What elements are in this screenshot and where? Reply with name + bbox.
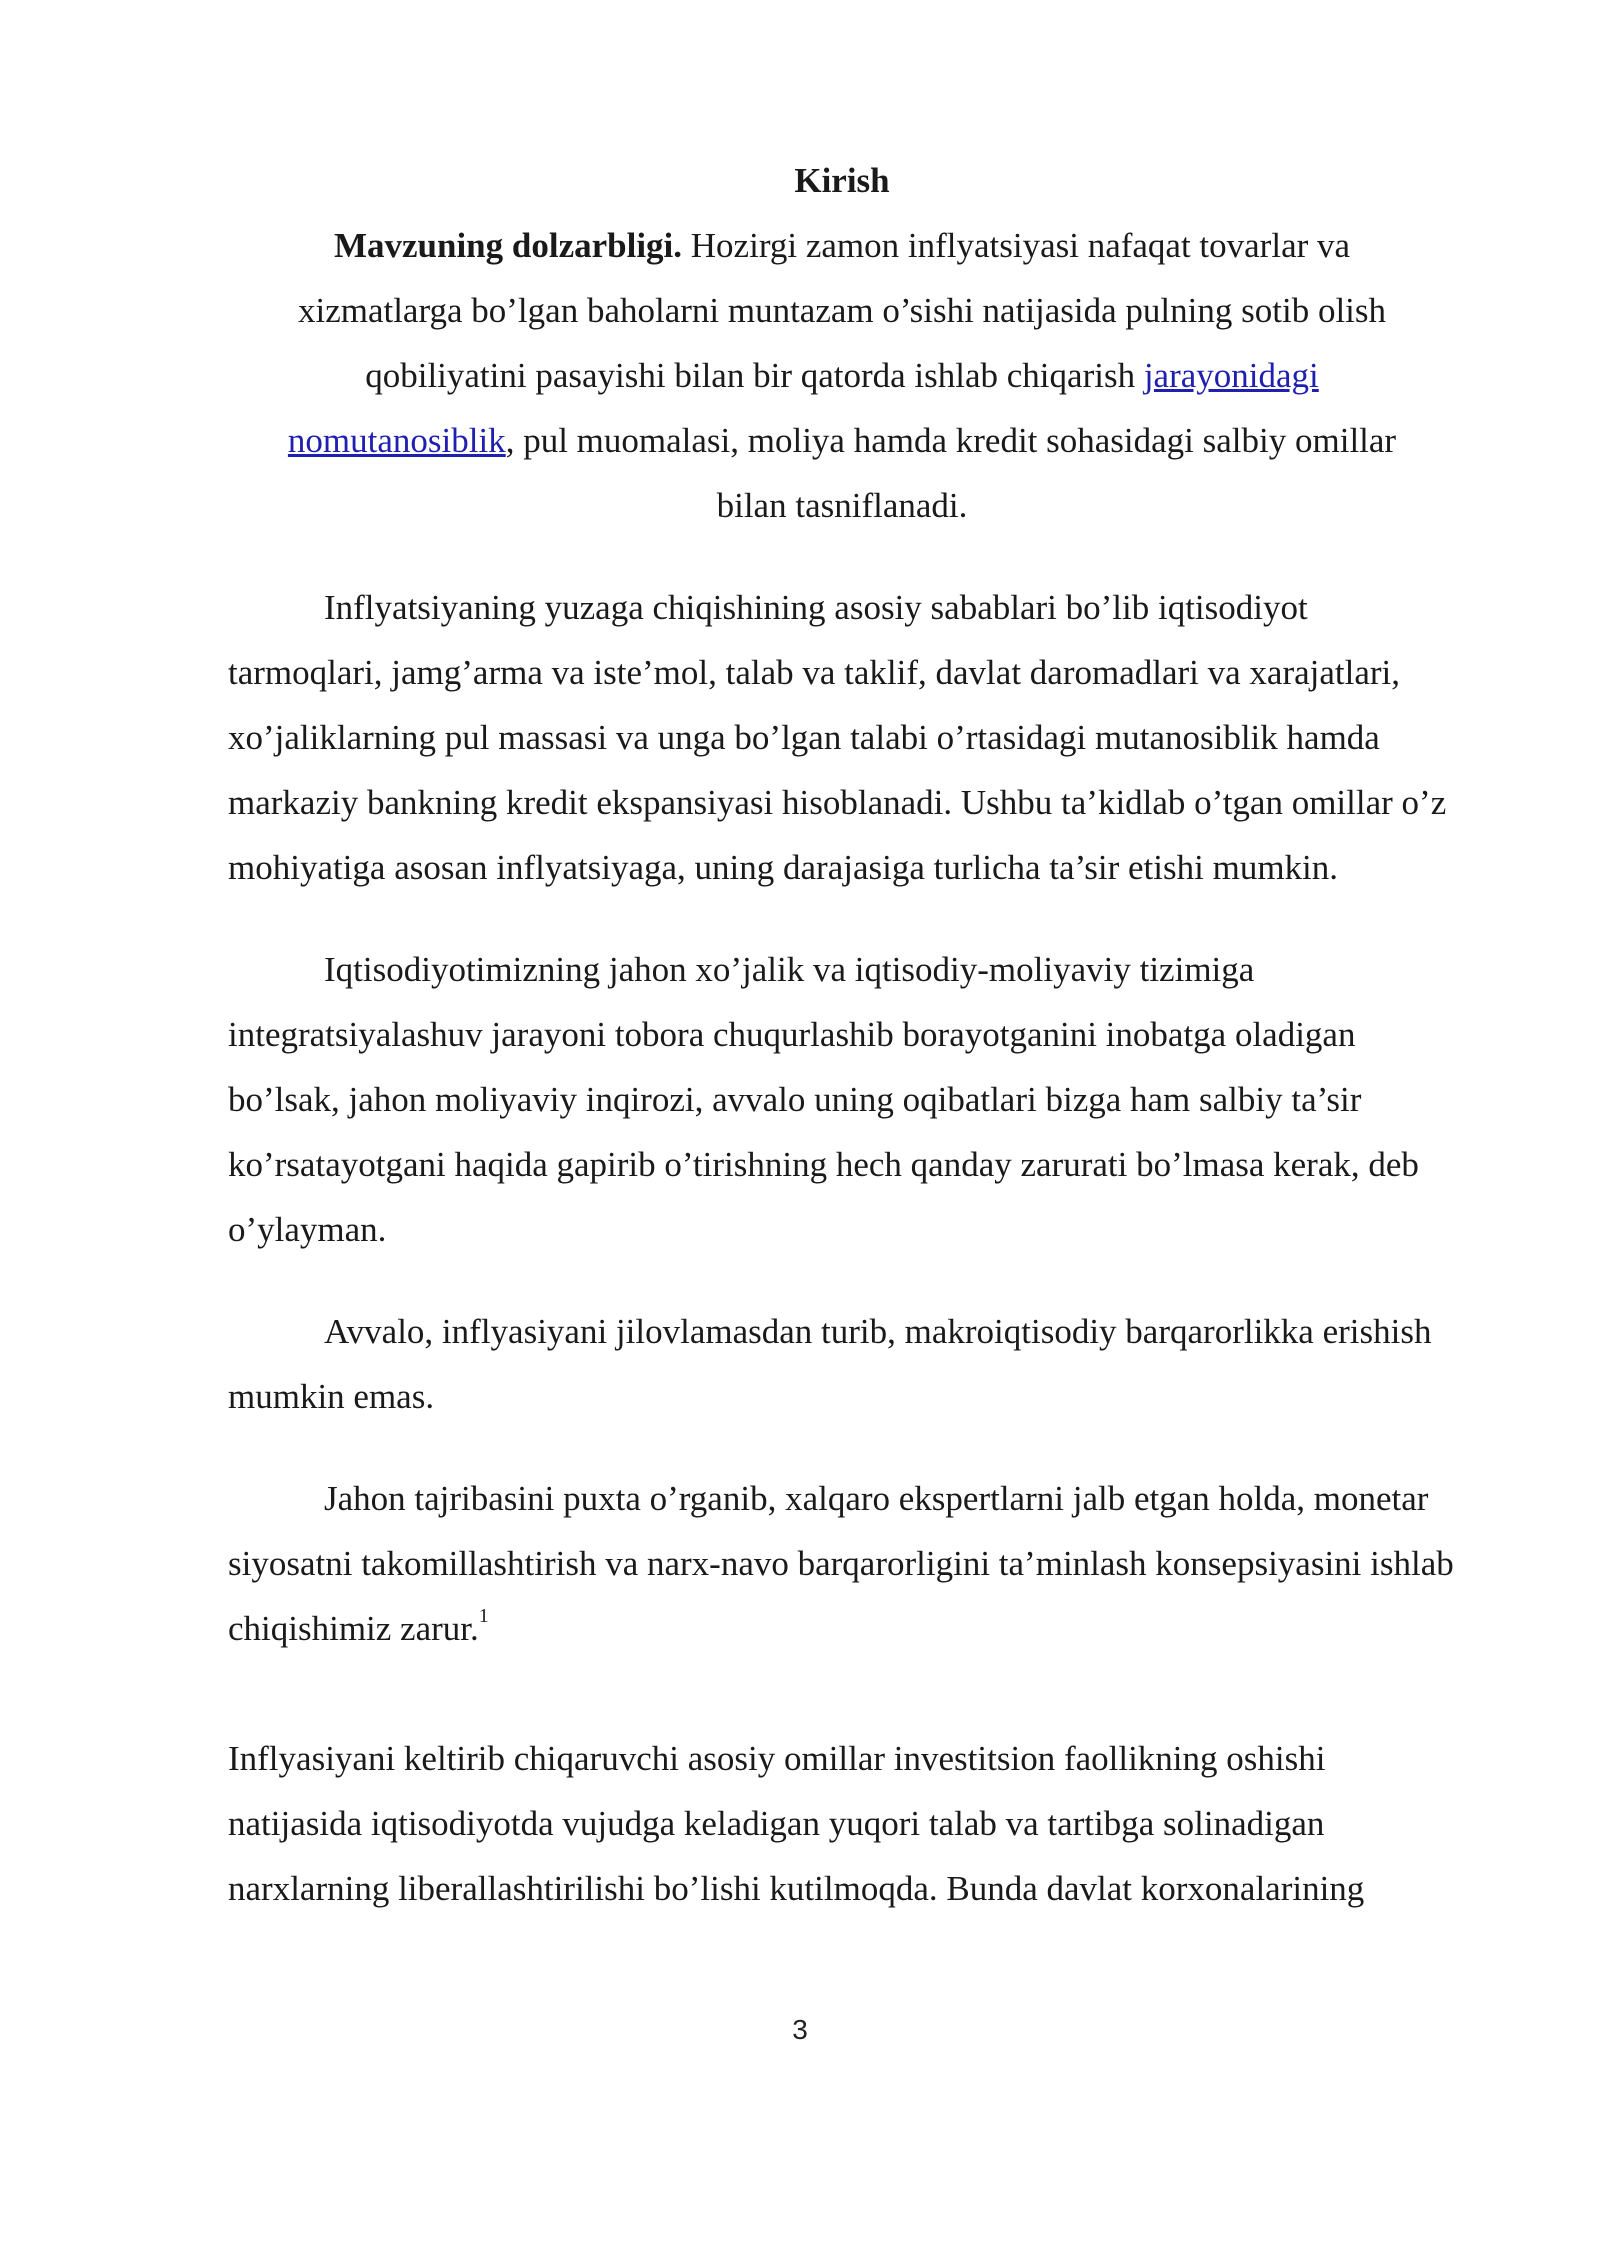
page-number: 3	[792, 2014, 808, 2045]
intro-link[interactable]: jarayonidagi nomutanosiblik	[287, 356, 1319, 460]
intro-lead: Mavzuning dolzarbligi.	[333, 226, 683, 265]
spacer	[228, 538, 1456, 575]
paragraph-5: Inflyasiyani keltirib chiqaruvchi asosiy omillar investitsion faollikning oshishi natijasida iqtisodiyotda vujudga keladigan yuqori talab va tartibga solinadigan narxlarning liberallashtirilishi bo’lishi kutilmoqda. Bunda davlat korxonalarining	[228, 1739, 1365, 1908]
paragraph-4-text: Jahon tajribasini puxta o’rganib, xalqaro ekspertlarni jalb etgan holda, monetar siyosatni takomillashtirish va narx-navo barqarorligini ta’minlash konsepsiyasini ishlab chiqishimiz zarur.	[228, 1479, 1454, 1648]
paragraph-4	[228, 1466, 1456, 1661]
intro-paragraph	[228, 213, 1456, 538]
paragraph-3: Avvalo, inflyasiyani jilovlamasdan turib, makroiqtisodiy barqarorlikka erishish mumkin emas.	[228, 1312, 1432, 1416]
paragraph-1: Inflyatsiyaning yuzaga chiqishining asosiy sabablari bo’lib iqtisodiyot tarmoqlari, jamg’arma va iste’mol, talab va taklif, davlat daromadlari va xarajatlari, xo’jaliklarning pul massasi va unga bo’lgan talabi o’rtasidagi mutanosiblik hamda markaziy bankning kredit ekspansiyasi hisoblanadi. Ushbu ta’kidlab o’tgan omillar o’z mohiyatiga asosan inflyatsiyaga, uning darajasiga turlicha ta’sir etishi mumkin.	[228, 588, 1447, 887]
page-content	[228, 148, 1456, 1921]
paragraph-2: Iqtisodiyotimizning jahon xo’jalik va iqtisodiy-moliyaviy tizimiga integratsiyalashuv jarayoni tobora chuqurlashib borayotganini inobatga oladigan bo’lsak, jahon moliyaviy inqirozi, avvalo uning oqibatlari bizga ham salbiy ta’sir ko’rsatayotgani haqida gapirib o’tirishning hech qanday zarurati bo’lmasa kerak, deb o’ylayman.	[228, 950, 1419, 1249]
spacer	[228, 1661, 1456, 1726]
spacer	[228, 1429, 1456, 1466]
intro-text-before-link: Hozirgi zamon inflyatsiyasi nafaqat tovarlar va xizmatlarga bo’lgan baholarni muntazam o’sishi natijasida pulning sotib olish qobiliyatini pasayishi bilan bir qatorda ishlab chiqarish	[297, 226, 1387, 395]
spacer	[228, 1262, 1456, 1299]
section-title: Kirish	[794, 161, 890, 200]
footnote-mark[interactable]: 1	[478, 1605, 489, 1627]
intro-text-after-link: , pul muomalasi, moliya hamda kredit sohasidagi salbiy omillar bilan tasniflanadi.	[505, 421, 1397, 525]
spacer	[228, 900, 1456, 937]
